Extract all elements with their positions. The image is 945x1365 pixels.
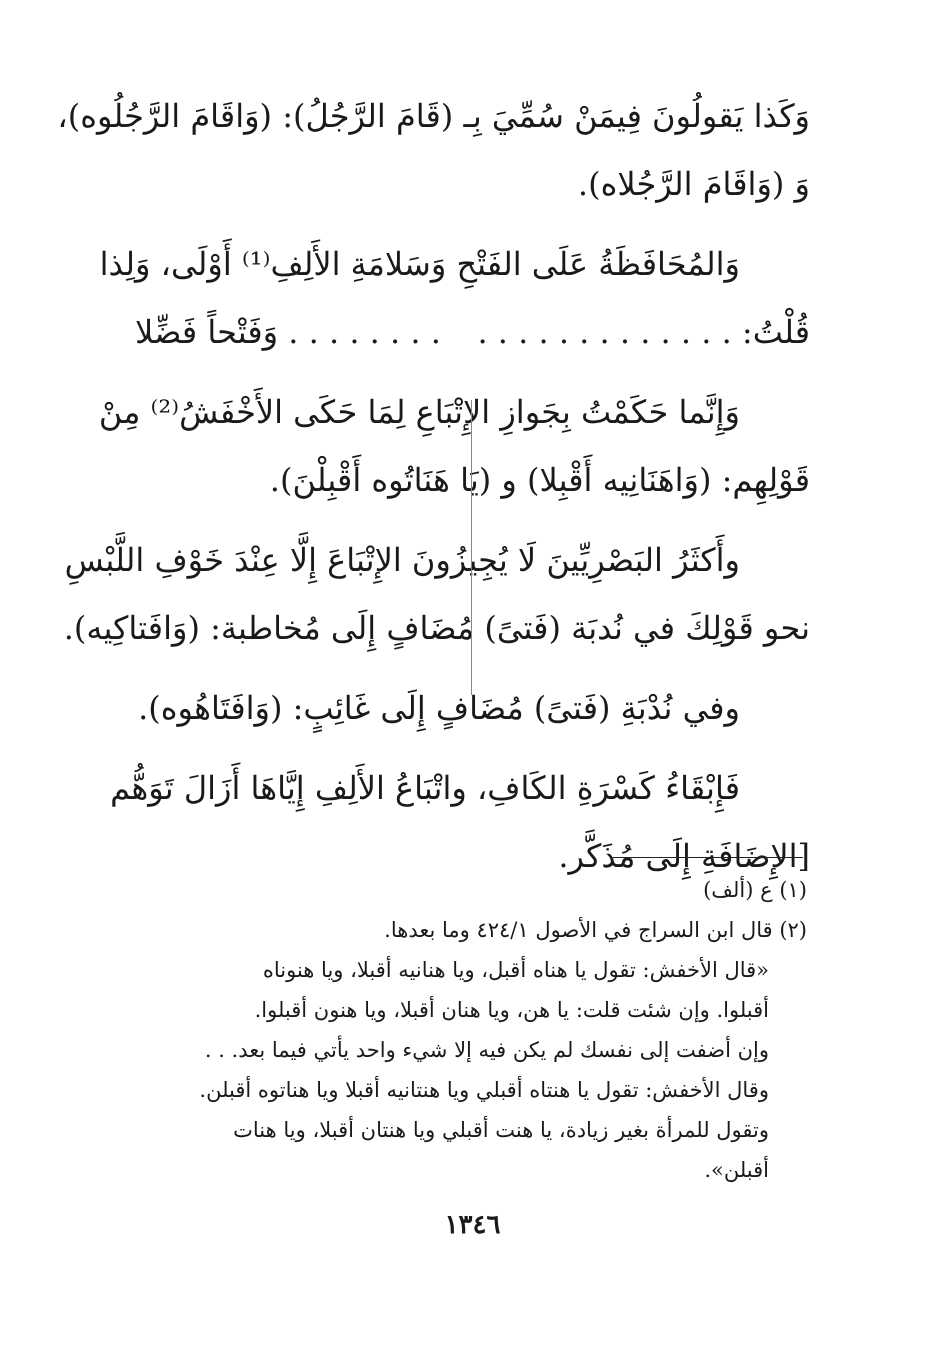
footnote-1: (١) ع (ألف) xyxy=(703,878,807,902)
verse-hemistich-right: قُلْتُ: . . . . . . . . . . . . . xyxy=(477,313,810,351)
paragraph-2 xyxy=(99,230,810,366)
footnote-2: (٢) قال ابن السراج في الأصول ٤٢٤/١ وما بعدها. xyxy=(384,918,807,942)
verse-line xyxy=(135,298,810,366)
text-line: وَإِنَّما حَكَمْتُ بِجَوازِ الإِتْبَاعِ لِمَا حَكَى الأَخْفَشُ⁽²⁾ مِنْ xyxy=(98,393,740,431)
text-line: قَوْلِهِم: (وَاهَنَانِيه أَقْبِلا) و (يَا هَنَاتُوه أَقْبِلْنَ). xyxy=(269,461,810,499)
text-line: وفي نُدْبَةِ (فَتىً) مُضَافٍ إِلَى غَائِبٍ: (وَافَتَاهُوه). xyxy=(138,689,740,727)
footnote-quote-line: أقبلن». xyxy=(704,1158,769,1182)
paragraph-3 xyxy=(98,378,810,514)
paragraph-1 xyxy=(57,82,810,218)
scan-artifact-line xyxy=(471,400,472,695)
main-text xyxy=(57,82,810,890)
text-line: وَكَذا يَقولُونَ فِيمَنْ سُمِّيَ بِـ (قَامَ الرَّجُلُ): (وَاقَامَ الرَّجُلُوه)، xyxy=(57,97,810,135)
text-line: [الإِضَافَةِ إِلَى مُذَكَّر. xyxy=(558,837,810,875)
paragraph-4 xyxy=(63,526,810,662)
footnote-quote-line: وقال الأخفش: تقول يا هنتاه أقبلي ويا هنتانيه أقبلا ويا هناتوه أقبلن. xyxy=(199,1078,769,1102)
paragraph-5 xyxy=(135,674,810,742)
text-line: وأَكثَرُ البَصْرِيِّينَ لَا يُجِيزُونَ الإِتْبَاعَ إِلَّا عِنْدَ خَوْفِ اللَّبْسِ xyxy=(64,541,740,579)
page-number: ١٣٤٦ xyxy=(444,1210,501,1240)
footnote-quote-line: وتقول للمرأة بغير زيادة، يا هنت أقبلي ويا هنتان أقبلا، ويا هنات xyxy=(233,1118,769,1142)
footnote-quote-line: أقبلوا. وإن شئت قلت: يا هن، ويا هنان أقبلا، ويا هنون أقبلوا. xyxy=(254,998,769,1022)
text-line: فَإِبْقَاءُ كَسْرَةِ الكَافِ، واتْبَاعُ الأَلِفِ إِيَّاهَا أَزَالَ تَوَهُّم xyxy=(110,769,740,807)
footnote-divider xyxy=(613,857,803,858)
text-line: نحو قَوْلِكَ في نُدبَة (فَتىً) مُضَافٍ إِلَى مُخاطبة: (وَافَتاكِيه). xyxy=(63,609,810,647)
footnotes xyxy=(138,870,807,1190)
footnote-quote-line: «قال الأخفش: تقول يا هناه أقبل، ويا هنانيه أقبلا، ويا هنوناه xyxy=(262,958,769,982)
verse-hemistich-left: . . . . . . . . وَفَتْحاً فَضِّلا xyxy=(135,313,441,351)
text-line: وَالمُحَافَظَةُ عَلَى الفَتْحِ وَسَلامَةِ الأَلِفِ⁽¹⁾ أَوْلَى، وَلِذا xyxy=(99,245,740,283)
footnote-quote-line: وإن أضفت إلى نفسك لم يكن فيه إلا شيء واحد يأتي فيما بعد. . . xyxy=(204,1038,769,1062)
text-line: وَ (وَاقَامَ الرَّجُلاه). xyxy=(577,165,810,203)
